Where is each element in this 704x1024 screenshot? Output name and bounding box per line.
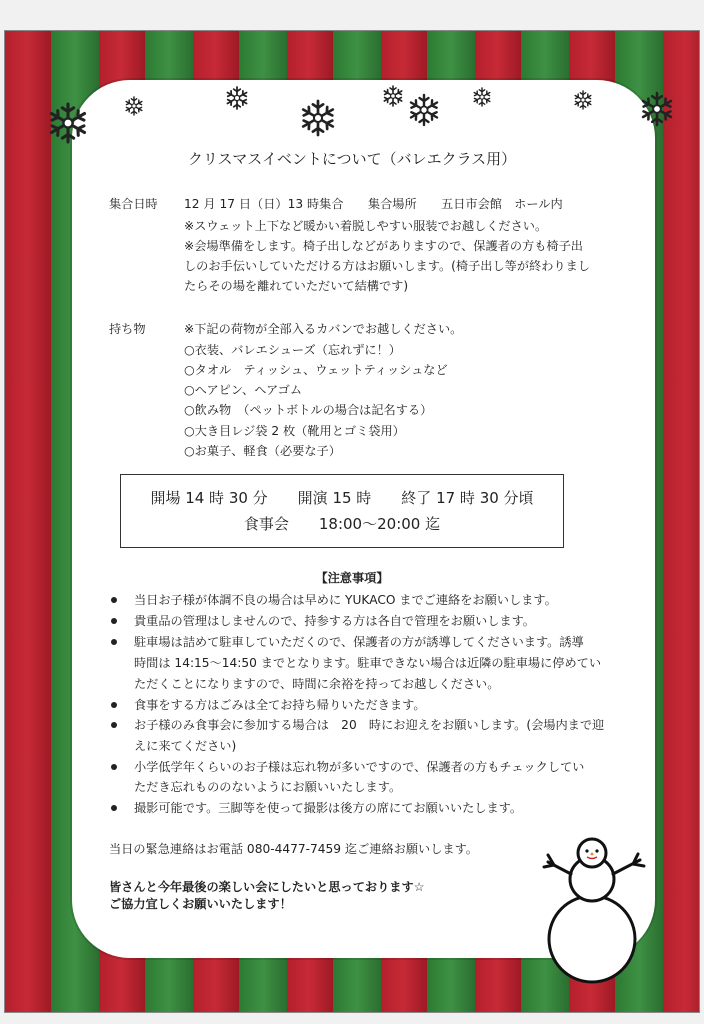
belongings-item: ※下記の荷物が全部入るカバンでお越しください。: [184, 322, 463, 336]
notice-item-cont: えに来てください): [134, 739, 237, 753]
belongings-item: ○飲み物 （ペットボトルの場合は記名する）: [184, 403, 433, 417]
bullet-icon: [111, 702, 117, 708]
bullet-icon: [111, 618, 117, 624]
closing-line: ご協力宜しくお願いいたします！: [109, 897, 292, 911]
closing-line: 皆さんと今年最後の楽しい会にしたいと思っております☆: [109, 880, 425, 894]
meeting-label: 集合日時: [109, 197, 158, 211]
snowflake-icon: [126, 97, 142, 115]
dinner-time: 食事会 18:00～20:00 迄: [243, 515, 441, 533]
bullet-icon: [111, 764, 117, 770]
notice-item: 食事をする方はごみは全てお持ち帰りいただきます。: [134, 698, 426, 712]
snowflake-icon: [227, 87, 246, 109]
snowflake-icon: [303, 101, 333, 135]
belongings-label: 持ち物: [109, 322, 146, 336]
notice-item: 駐車場は詰めて駐車していただくので、保護者の方が誘導してくださいます。誘導: [134, 635, 584, 649]
notice-item: 小学低学年くらいのお子様は忘れ物が多いですので、保護者の方もチェックしてい: [134, 760, 585, 774]
snowflake-icon: [474, 88, 490, 106]
snowflake-icon: [575, 91, 591, 109]
meeting-note: たらその場を離れていただいて結構です): [184, 279, 409, 293]
snowflakes-decoration: [0, 0, 704, 160]
snowflake-icon: [643, 93, 671, 125]
page-title: クリスマスイベントについて（バレエクラス用）: [187, 150, 517, 168]
snowflake-icon: [51, 104, 84, 142]
notice-item: お子様のみ食事会に参加する場合は 20 時にお迎えをお願いします。(会場内まで迎: [134, 718, 605, 732]
belongings-item: ○お菓子、軽食（必要な子）: [184, 444, 341, 458]
emergency-contact: 当日の緊急連絡はお電話 080‐4477‐7459 迄ご連絡お願いします。: [109, 842, 478, 856]
bullet-icon: [111, 639, 117, 645]
bullet-icon: [111, 722, 117, 728]
meeting-note: ※会場準備をします。椅子出しなどがありますので、保護者の方も椅子出: [184, 239, 583, 253]
belongings-item: ○衣装、バレエシューズ（忘れずに！）: [184, 343, 401, 357]
belongings-item: ○大き目レジ袋 2 枚（靴用とゴミ袋用）: [184, 424, 405, 438]
notice-item-cont: 時間は 14:15～14:50 までとなります。駐車できない場合は近隣の駐車場に停めてい: [134, 656, 602, 670]
schedule-times: 開場 14 時 30 分 開演 15 時 終了 17 時 30 分頃: [150, 489, 534, 507]
notice-heading: 【注意事項】: [315, 571, 389, 585]
bullet-icon: [111, 597, 117, 603]
meeting-note: ※スウェット上下など暖かい着脱しやすい服装でお越しください。: [184, 219, 548, 233]
notice-item-cont: ただき忘れもののないようにお願いいたします。: [134, 780, 402, 794]
schedule-box: [120, 474, 564, 548]
meeting-datetime: 12 月 17 日（日）13 時集合 集合場所 五日市会館 ホール内: [184, 197, 563, 211]
notice-item: 撮影可能です。三脚等を使って撮影は後方の席にてお願いいたします。: [134, 801, 523, 815]
bullet-icon: [111, 805, 117, 811]
notice-item: 貴重品の管理はしませんので、持参する方は各自で管理をお願いします。: [134, 614, 535, 628]
belongings-item: ○タオル ティッシュ、ウェットティッシュなど: [184, 363, 448, 377]
snowflake-icon: [411, 95, 437, 125]
belongings-item: ○ヘアピン、ヘアゴム: [184, 383, 303, 397]
notice-item-cont: ただくことになりますので、時間に余裕を持ってお越しください。: [134, 677, 500, 691]
snowflake-icon: [384, 86, 401, 106]
snowman-icon: [540, 836, 660, 996]
meeting-note: しのお手伝いしていただける方はお願いします。(椅子出し等が終わりまし: [184, 259, 590, 273]
notice-item: 当日お子様が体調不良の場合は早めに YUKACO までご連絡をお願いします。: [134, 593, 557, 607]
